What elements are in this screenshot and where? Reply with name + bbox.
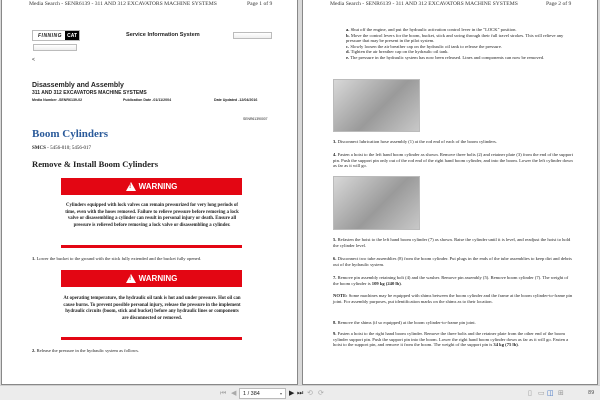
sis-input[interactable]	[233, 32, 272, 39]
doc-type: Disassembly and Assembly	[32, 82, 124, 89]
warning-banner	[61, 270, 242, 287]
smcs-value: - 5456-010; 5456-017	[45, 146, 92, 151]
note: NOTE: Some machines may be equipped with shims between the boom cylinder and the frame at the boom cylinder-to-frame pin joint. For assembly purposes, put identification marks on the shims as to their location.	[333, 293, 573, 304]
page-dropdown-icon[interactable]: ▾	[279, 391, 282, 396]
pdf-page-1	[1, 0, 298, 385]
pdf-toolbar	[0, 385, 600, 400]
warning-divider	[61, 337, 242, 340]
warning-label: WARNING	[138, 274, 178, 283]
step-3: 3. Disconnect lubrication hose assembly (1) at the rod end of each of the boom cylinders.	[333, 139, 497, 144]
rotate-left-icon[interactable]: ⟲	[307, 389, 313, 397]
sis-select[interactable]	[33, 44, 77, 51]
smcs-line	[32, 146, 91, 152]
date-updated: Date Updated -12/04/2016	[214, 98, 258, 102]
page-header: Media Search - SENR6139 - 311 AND 312 EXCAVATORS MACHINE SYSTEMS	[330, 1, 518, 7]
publication-date: Publication Date -01/11/2004	[123, 98, 172, 102]
smcs-label: SMCS	[32, 146, 46, 151]
page-input[interactable]: 1 / 384 ▾	[239, 388, 286, 399]
media-number: Media Number -SENR6139-02	[32, 98, 83, 102]
warning-label: WARNING	[138, 182, 178, 191]
warning-text: At operating temperature, the hydraulic oil tank is hot and under pressure. Hot oil can cause burns. To prevent possible personal injury, release the pressure in the implement hydraulic circuits (boom, stick and bucket) before any hydraulic lines or components are disconnected or removed.	[63, 296, 241, 321]
rotate-right-icon[interactable]: ⟳	[318, 389, 324, 397]
boom-cylinder-photo-1	[333, 79, 420, 132]
substep-d: d. Tighten the air breather cap on the hydraulic oil tank.	[346, 49, 449, 55]
zoom-level[interactable]: 89	[588, 390, 595, 396]
page-number-label: Page 2 of 9	[546, 1, 572, 7]
pdf-page-2	[302, 0, 598, 385]
warning-triangle-icon	[126, 182, 136, 191]
step-8: 8. Remove the shims (if so equipped) at the boom cylinder-to-frame pin joint.	[333, 320, 476, 325]
doc-subtitle: 311 AND 312 EXCAVATORS MACHINE SYSTEMS	[32, 90, 147, 96]
two-page-scroll-icon[interactable]: ⊞	[558, 389, 564, 397]
substeps	[346, 27, 576, 61]
boom-cylinder-photo-2	[333, 176, 420, 230]
page-title: Boom Cylinders	[32, 128, 109, 140]
substep-a: a. Shut off the engine, and put the hydraulic activation control lever in the "LOCK" position.	[346, 27, 517, 32]
step-5: 5. Refasten the hoist to the left hand boom cylinder (7) as shown. Raise the cylinder until it is level, and readjust the hoist to hold the cylinder level.	[333, 237, 571, 248]
finning-cat-logo: FINNING CAT	[32, 30, 80, 41]
last-page-icon[interactable]: ⏭	[297, 389, 304, 397]
continuous-page-icon[interactable]: ▭	[538, 389, 545, 397]
step-2: 2. Release the pressure in the hydraulic system as follows.	[32, 348, 140, 353]
step-1: 1. Lower the bucket to the ground with the stick fully extended and the bucket fully opened.	[32, 256, 202, 261]
substep-e: e. The pressure in the hydraulic system has now been released. Lines and components can now be removed.	[346, 54, 545, 60]
next-page-icon[interactable]: ▶	[289, 389, 295, 397]
reference-id: SENR61390007	[243, 117, 268, 121]
back-link[interactable]: <	[32, 57, 35, 63]
substep-b: b. Move the control levers for the boom, bucket, stick and swing through their full travel strokes. This will relieve any pressure that may be present in the pilot system.	[346, 32, 564, 44]
substep-c: c. Slowly loosen the air breather cap on the hydraulic oil tank to release the pressure.	[346, 43, 503, 49]
first-page-icon[interactable]: ⏮	[220, 389, 227, 397]
warning-text: Cylinders equipped with lock valves can remain pressurized for very long periods of time, even with the hoses removed. Failure to relieve pressure before removing a lock valve or disassembling a cylinder can result in personal injury or death. Ensure all pressure is relieved before removing a lock valve or disassembling a cylinder.	[65, 203, 239, 228]
section-title: Remove & Install Boom Cylinders	[32, 159, 159, 169]
page-header: Media Search - SENR6139 - 311 AND 312 EXCAVATORS MACHINE SYSTEMS	[29, 1, 217, 7]
single-page-icon[interactable]: ▯	[528, 389, 532, 397]
warning-divider	[61, 245, 242, 248]
warning-triangle-icon	[126, 274, 136, 283]
step-6: 6. Disconnect two tube assemblies (8) from the boom cylinder. Put plugs in the ends of the tube assemblies to keep dirt and debris out of the hydraulic system.	[333, 256, 572, 267]
step-9: 9. Fasten a hoist to the right hand boom cylinder. Remove the three bolts and the retainer plate from the other end of the boom cylinder support pin. Push the support pin into the boom. Lower the right hand boom cylinder down as far as it will go. Fasten a hoist to the support pin, and remove it from the boom. The weight of the support pin is 34 kg (75 lb).	[333, 331, 569, 348]
sis-title: Service Information System	[126, 32, 200, 38]
step-4: 4. Fasten a hoist to the left hand boom cylinder as shown. Remove three bolts (2) and retainer plate (3) from the end of the support pin. Push the support pin only out of the rod end of the right hand boom cylinder, and into the boom. Lower the left cylinder down as far as it will go.	[333, 152, 573, 169]
step-7: 7. Remove pin assembly retaining bolt (4) and the washer. Remove pin assembly (5). Remove boom cylinder (7). The weight of the boom cylinder is 109 kg (240 lb).	[333, 275, 569, 286]
warning-banner	[61, 178, 242, 195]
previous-page-icon[interactable]: ◀	[231, 389, 237, 397]
page-number-label: Page 1 of 9	[247, 1, 273, 7]
two-page-view-icon[interactable]: ◫	[547, 389, 554, 397]
